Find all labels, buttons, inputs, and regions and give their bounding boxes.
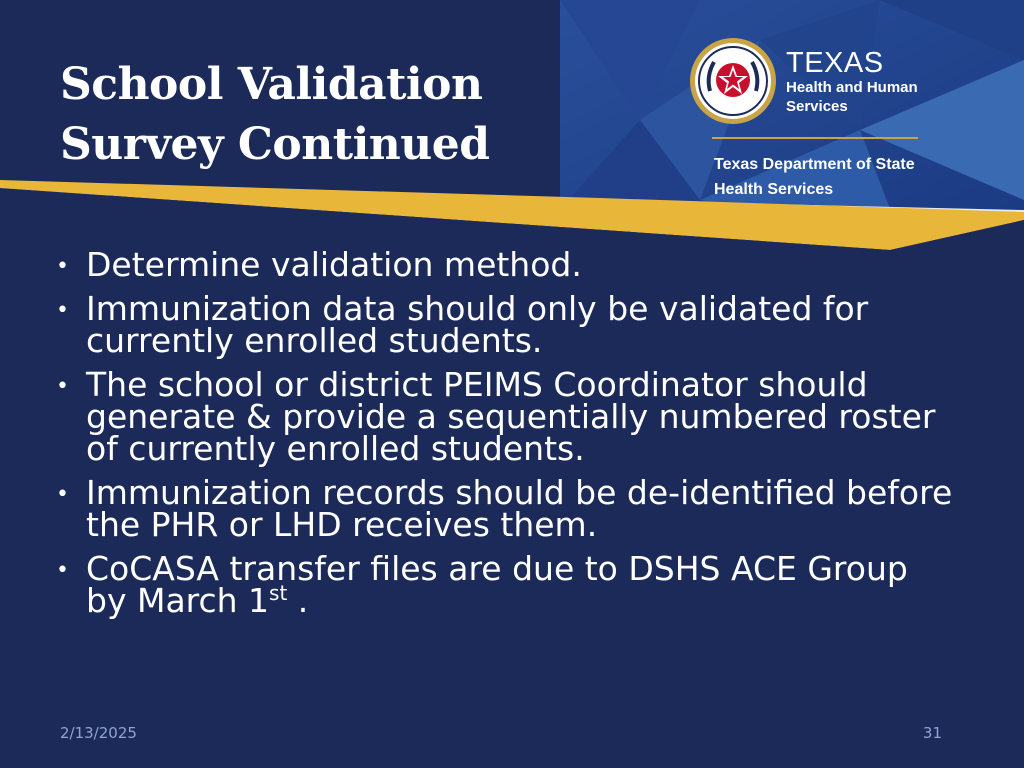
org-subtitle [714,152,915,202]
org-name-line-2: Health and Human [786,79,918,96]
hhs-logo [688,36,928,206]
bullet-text: Immunization data should only be validated for currently enrolled students. [86,289,869,360]
bullet-list [56,245,956,629]
page-number: 31 [922,724,942,742]
slide-title [60,55,490,175]
org-name-texas: TEXAS [786,47,884,79]
bullet-item [56,549,956,620]
org-name [786,48,918,116]
bullet-text: Determine validation method. [86,245,582,284]
superscript-st: st [269,581,288,605]
bullet-item [56,289,956,360]
logo-divider [712,137,918,139]
bullet-text: The school or district PEIMS Coordinator should generate & provide a sequentially numbered roster of currently enrolled students. [86,365,936,468]
bullet-item [56,245,956,284]
bullet-end: . [287,581,309,620]
title-line-2: Survey Continued [60,119,490,170]
bullet-text: Immunization records should be de-identified before the PHR or LHD receives them. [86,473,953,544]
bullet-text: CoCASA transfer files are due to DSHS ACE Group by March 1 [86,549,908,620]
footer-date: 2/13/2025 [60,724,137,742]
org-subtitle-line-2: Health Services [714,181,834,198]
bullet-item [56,365,956,468]
bullet-item [56,473,956,544]
title-line-1: School Validation [60,59,483,110]
org-name-line-3: Services [786,98,848,115]
texas-seal-icon [688,36,778,126]
org-subtitle-line-1: Texas Department of State [714,156,915,173]
